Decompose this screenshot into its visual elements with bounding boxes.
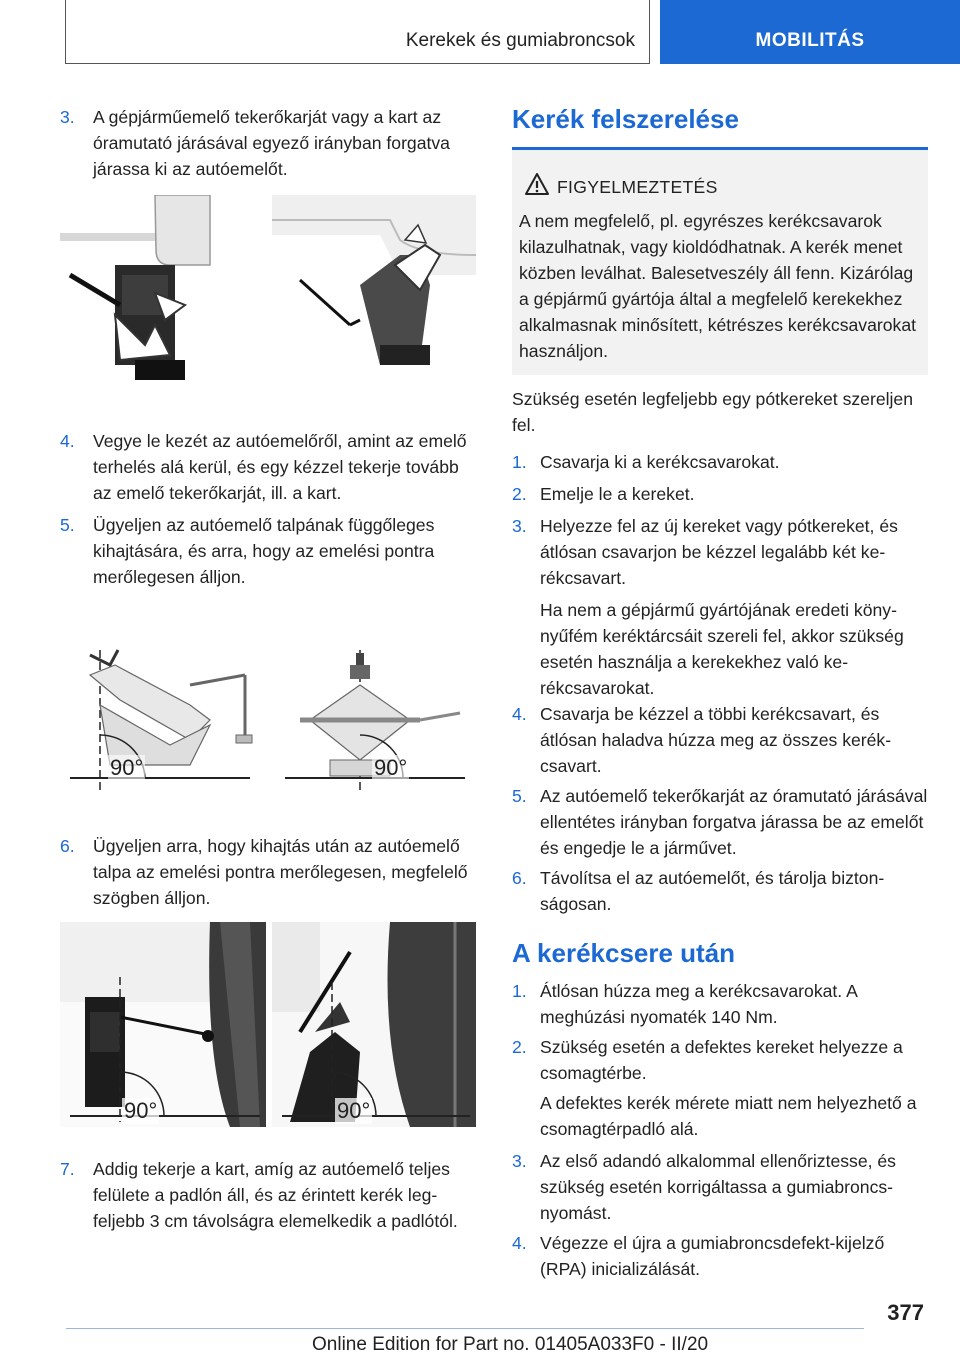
- step-number: 5.: [512, 786, 527, 806]
- angle-label: 90°: [374, 755, 408, 780]
- step-number: 4.: [60, 431, 75, 451]
- step-text: Helyezze fel az új kereket vagy pótkereket, és átlósan csavarjon be kézzel legalább két kerékcsavart.: [540, 516, 898, 588]
- list-item: [512, 783, 930, 861]
- list-item: [512, 481, 930, 507]
- step-7-lift-wheel: [60, 1156, 480, 1234]
- list-item: [512, 1148, 930, 1226]
- list-item: [512, 513, 930, 591]
- step-text: Addig tekerje a kart, amíg az autóemelő teljes felülete a padlón áll, és az érintett kerék legfeljebb 3 cm távolságra elemelkedik a padlótól.: [93, 1159, 458, 1231]
- step-text: Az autóemelő tekerőkarját az óramutató járásával ellentétes irányban forgatva járassa be az emelőt és engedje le a járművet.: [540, 786, 928, 858]
- list-item: [512, 865, 930, 917]
- list-item: [512, 978, 930, 1030]
- step-5-check-foot: [60, 512, 480, 590]
- warning-title: FIGYELMEZTETÉS: [557, 177, 718, 197]
- step-text: Szükség esetén a defektes kereket helyezze a csomagtérbe.: [540, 1037, 903, 1083]
- step-text: Ügyeljen arra, hogy kihajtás után az autóemelő talpa az emelési pontra merőlegesen, megfelelő szögben álljon.: [93, 836, 468, 908]
- list-item: [512, 1034, 930, 1086]
- figure-jack-positioning: [60, 195, 476, 385]
- intro-paragraph: Szükség esetén legfeljebb egy pótkereket szereljen fel.: [512, 389, 913, 435]
- list-item: [512, 701, 930, 779]
- step-number: 6.: [512, 868, 527, 888]
- step-number: 7.: [60, 1159, 75, 1179]
- step-number: 3.: [512, 1151, 527, 1171]
- step-number: 3.: [512, 516, 527, 536]
- warning-text: A nem megfelelő, pl. egyrészes kerékcsavarok kilazulhatnak, vagy kioldódhatnak. A kerék menet közben leválhat. Balesetveszély áll fenn. Kizárólag a gépjármű gyártója által a megfelelő kerekekhez alkalmasnak minősített, kétrészes kerékcsavarokat használjon.: [519, 211, 916, 361]
- warning-box: [512, 147, 928, 375]
- angle-label: 90°: [337, 1098, 371, 1123]
- page-number: 377: [887, 1300, 924, 1325]
- footer-edition: Online Edition for Part no. 01405A033F0 - II/20: [312, 1334, 709, 1355]
- list-item: [512, 1230, 930, 1282]
- step-number: 4.: [512, 1233, 527, 1253]
- angle-label: 90°: [110, 755, 144, 780]
- step-number: 6.: [60, 836, 75, 856]
- step-text: A defektes kerék mérete miatt nem helyezhető a csomagtérpadló alá.: [540, 1093, 917, 1139]
- step-text: Csavarja be kézzel a többi kerékcsavart, és átlósan haladva húzza meg az összes kerékcsavart.: [540, 704, 892, 776]
- step-text: Átlósan húzza meg a kerékcsavarokat. A meghúzási nyomaték 140 Nm.: [540, 981, 857, 1027]
- step-text: Távolítsa el az autóemelőt, és tárolja biztonságosan.: [540, 868, 885, 914]
- section-heading-after-change: A kerékcsere után: [512, 938, 736, 968]
- list-item: [512, 449, 930, 475]
- step-text: Vegye le kezét az autóemelőről, amint az emelő terhelés alá kerül, és egy kézzel tekerje tovább az emelő tekerőkarját, ill. a kart.: [93, 431, 467, 503]
- step-text: Az első adandó alkalommal ellenőriztesse, és szükség esetén korrigáltassa a gumiabroncsnyomást.: [540, 1151, 896, 1223]
- step-number: 1.: [512, 981, 527, 1001]
- step-number: 2.: [512, 1037, 527, 1057]
- step-number: 5.: [60, 515, 75, 535]
- header-section-box: [65, 0, 650, 64]
- step-text: Emelje le a kereket.: [540, 484, 695, 504]
- header-chapter-label: MOBILITÁS: [755, 30, 865, 51]
- step-number: 2.: [512, 484, 527, 504]
- step-text: Csavarja ki a kerékcsavarokat.: [540, 452, 780, 472]
- step-number: 1.: [512, 452, 527, 472]
- warning-triangle-icon: [524, 172, 550, 196]
- step-text: A gépjárműemelő tekerőkarját vagy a kart az óramutató járásával egyező irányban forgatva járassa ki az autóemelőt.: [93, 107, 450, 179]
- section-heading-mounting: Kerék felszerelése: [512, 104, 739, 134]
- step-text: Ügyeljen az autóemelő talpának függőleges kihajtására, és arra, hogy az emelési pontra merőlegesen álljon.: [93, 515, 435, 587]
- figure-jack-angle: [60, 645, 476, 795]
- footer-divider: [66, 1328, 864, 1329]
- step-4-release-jack: [60, 428, 480, 506]
- figure-jack-under-car: [60, 922, 476, 1127]
- list-item-note: [512, 1090, 930, 1142]
- step-number: 3.: [60, 107, 75, 127]
- header-chapter-tab: [660, 0, 960, 64]
- step-text: Végezze el újra a gumiabroncsdefekt-kijelző (RPA) inicializálását.: [540, 1233, 885, 1279]
- header-section-title: Kerekek és gumiabroncsok: [405, 30, 635, 51]
- step-text: Ha nem a gépjármű gyártójának eredeti könynyűfém keréktárcsáit szereli fel, akkor szükség esetén használja a kerekekhez való kerékcsavarokat.: [540, 600, 904, 698]
- step-6-check-angle: [60, 833, 480, 911]
- list-item-note: [512, 597, 930, 701]
- step-number: 4.: [512, 704, 527, 724]
- angle-label: 90°: [124, 1098, 158, 1123]
- step-3-lower-jack: [60, 104, 480, 182]
